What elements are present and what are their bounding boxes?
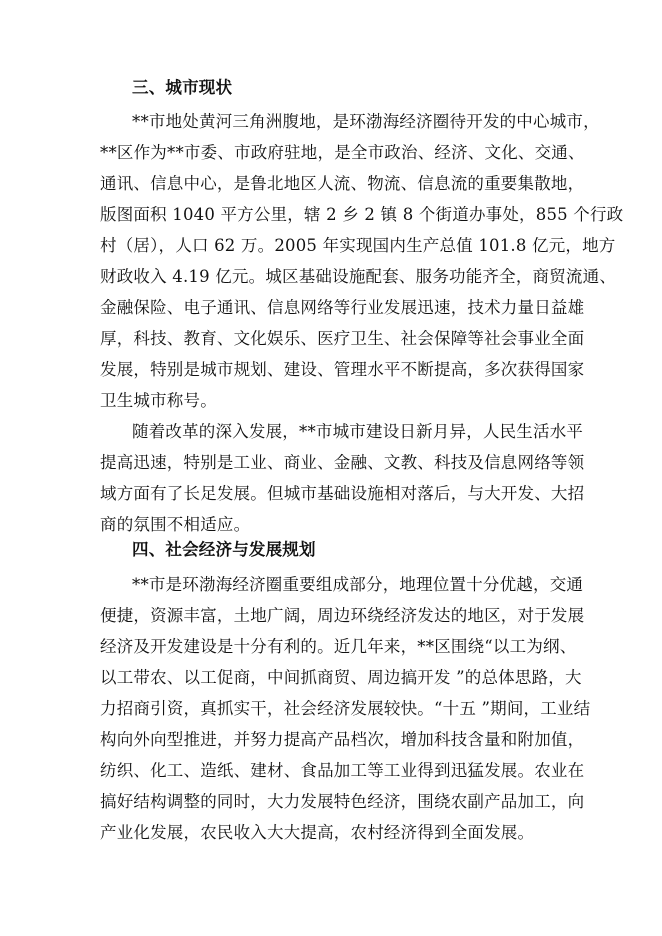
paragraph-line: 纺织、化工、造纸、建材、食品加工等工业得到迅猛发展。农业在 xyxy=(100,761,585,780)
paragraph-line: 版图面积 1040 平方公里，辖 2 乡 2 镇 8 个街道办事处，855 个行政 xyxy=(100,205,624,224)
paragraph-line: 域方面有了长足发展。但城市基础设施相对落后，与大开发、大招 xyxy=(100,484,585,503)
paragraph-line: 搞好结构调整的同时，大力发展特色经济，围绕农副产品加工，向 xyxy=(100,792,585,811)
paragraph-line: 卫生城市称号。 xyxy=(100,391,217,410)
paragraph-line: 力招商引资，真抓实干，社会经济发展较快。“十五 ”期间，工业结 xyxy=(100,699,591,718)
paragraph-line: 构向外向型推进，并努力提高产品档次，增加科技含量和附加值， xyxy=(100,730,585,749)
section-heading-economy-plan: 四、社会经济与发展规划 xyxy=(132,540,316,559)
paragraph-line: 随着改革的深入发展，**市城市建设日新月异，人民生活水平 xyxy=(132,422,584,441)
paragraph-line: 财政收入 4.19 亿元。城区基础设施配套、服务功能齐全，商贸流通、 xyxy=(100,267,617,286)
paragraph-line: 金融保险、电子通讯、信息网络等行业发展迅速，技术力量日益雄 xyxy=(100,298,585,317)
paragraph-line: **市地处黄河三角洲腹地，是环渤海经济圈待开发的中心城市， xyxy=(132,112,600,131)
paragraph-line: 提高迅速，特别是工业、商业、金融、文教、科技及信息网络等领 xyxy=(100,453,585,472)
paragraph-line: 发展，特别是城市规划、建设、管理水平不断提高，多次获得国家 xyxy=(100,360,585,379)
paragraph-line: 通讯、信息中心，是鲁北地区人流、物流、信息流的重要集散地， xyxy=(100,174,585,193)
paragraph-line: 产业化发展，农民收入大大提高，农村经济得到全面发展。 xyxy=(100,823,535,842)
paragraph-line: **市是环渤海经济圈重要组成部分，地理位置十分优越，交通 xyxy=(132,575,584,594)
paragraph-line: 以工带农、以工促商，中间抓商贸、周边搞开发 ”的总体思路，大 xyxy=(100,668,582,687)
paragraph-line: **区作为**市委、市政府驻地，是全市政治、经济、文化、交通、 xyxy=(100,143,585,162)
paragraph-line: 村（居），人口 62 万。2005 年实现国内生产总值 101.8 亿元，地方 xyxy=(100,236,616,255)
paragraph-line: 便捷，资源丰富，土地广阔，周边环绕经济发达的地区，对于发展 xyxy=(100,606,585,625)
paragraph-line: 经济及开发建设是十分有利的。近几年来，**区围绕“以工为纲、 xyxy=(100,637,577,656)
section-heading-city-status: 三、城市现状 xyxy=(132,78,233,97)
paragraph-line: 商的氛围不相适应。 xyxy=(100,515,251,534)
paragraph-line: 厚，科技、教育、文化娱乐、医疗卫生、社会保障等社会事业全面 xyxy=(100,329,585,348)
